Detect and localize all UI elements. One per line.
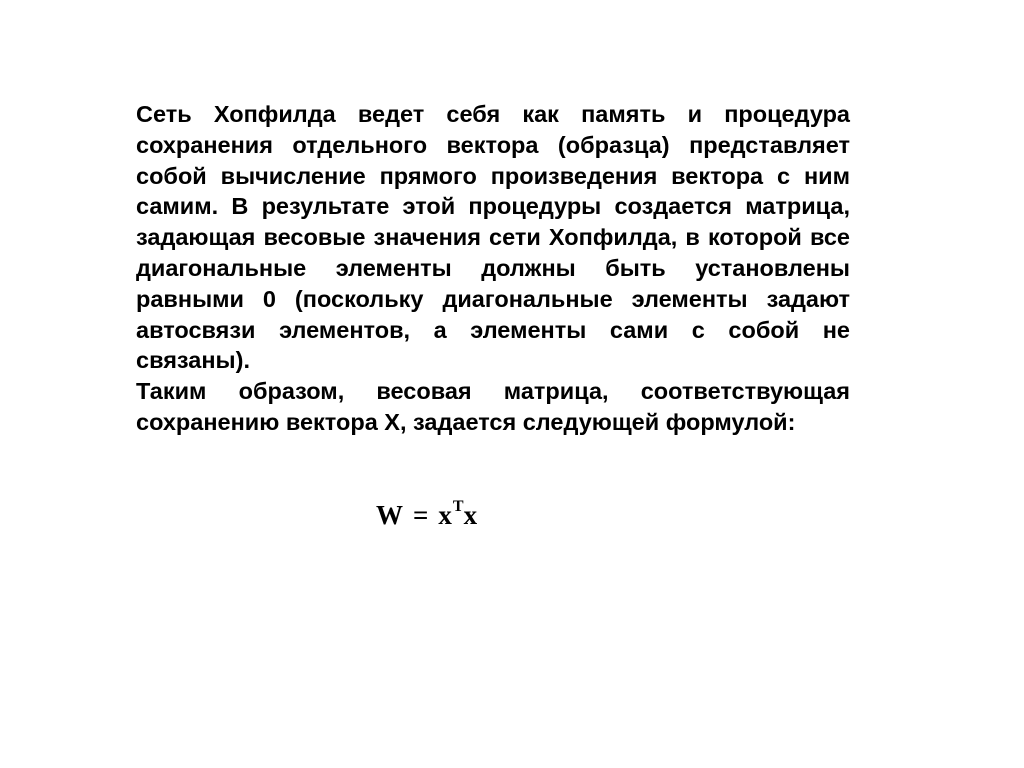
- paragraph-hopfield-memory: Сеть Хопфилда ведет себя как память и процедура сохранения отдельного вектора (образца) представляет собой вычисление прямого произведения вектора с ним самим. В результате этой процедуры создается матрица, задающая весовые значения сети Хопфилда, в которой все диагональные элементы должны быть установлены равными 0 (поскольку диагональные элементы задают автосвязи элементов, а элементы сами с собой не связаны).: [136, 101, 850, 374]
- paragraph-weight-matrix: Таким образом, весовая матрица, соответствующая сохранению вектора X, задается следующей формулой:: [136, 378, 850, 435]
- formula-superscript: T: [452, 498, 464, 515]
- formula-lhs: W: [376, 500, 403, 530]
- formula-rhs: x: [463, 500, 478, 530]
- body-text: [136, 99, 850, 438]
- formula-equals: =: [413, 500, 429, 530]
- weight-formula: [376, 500, 477, 550]
- formula-base: x: [438, 500, 452, 530]
